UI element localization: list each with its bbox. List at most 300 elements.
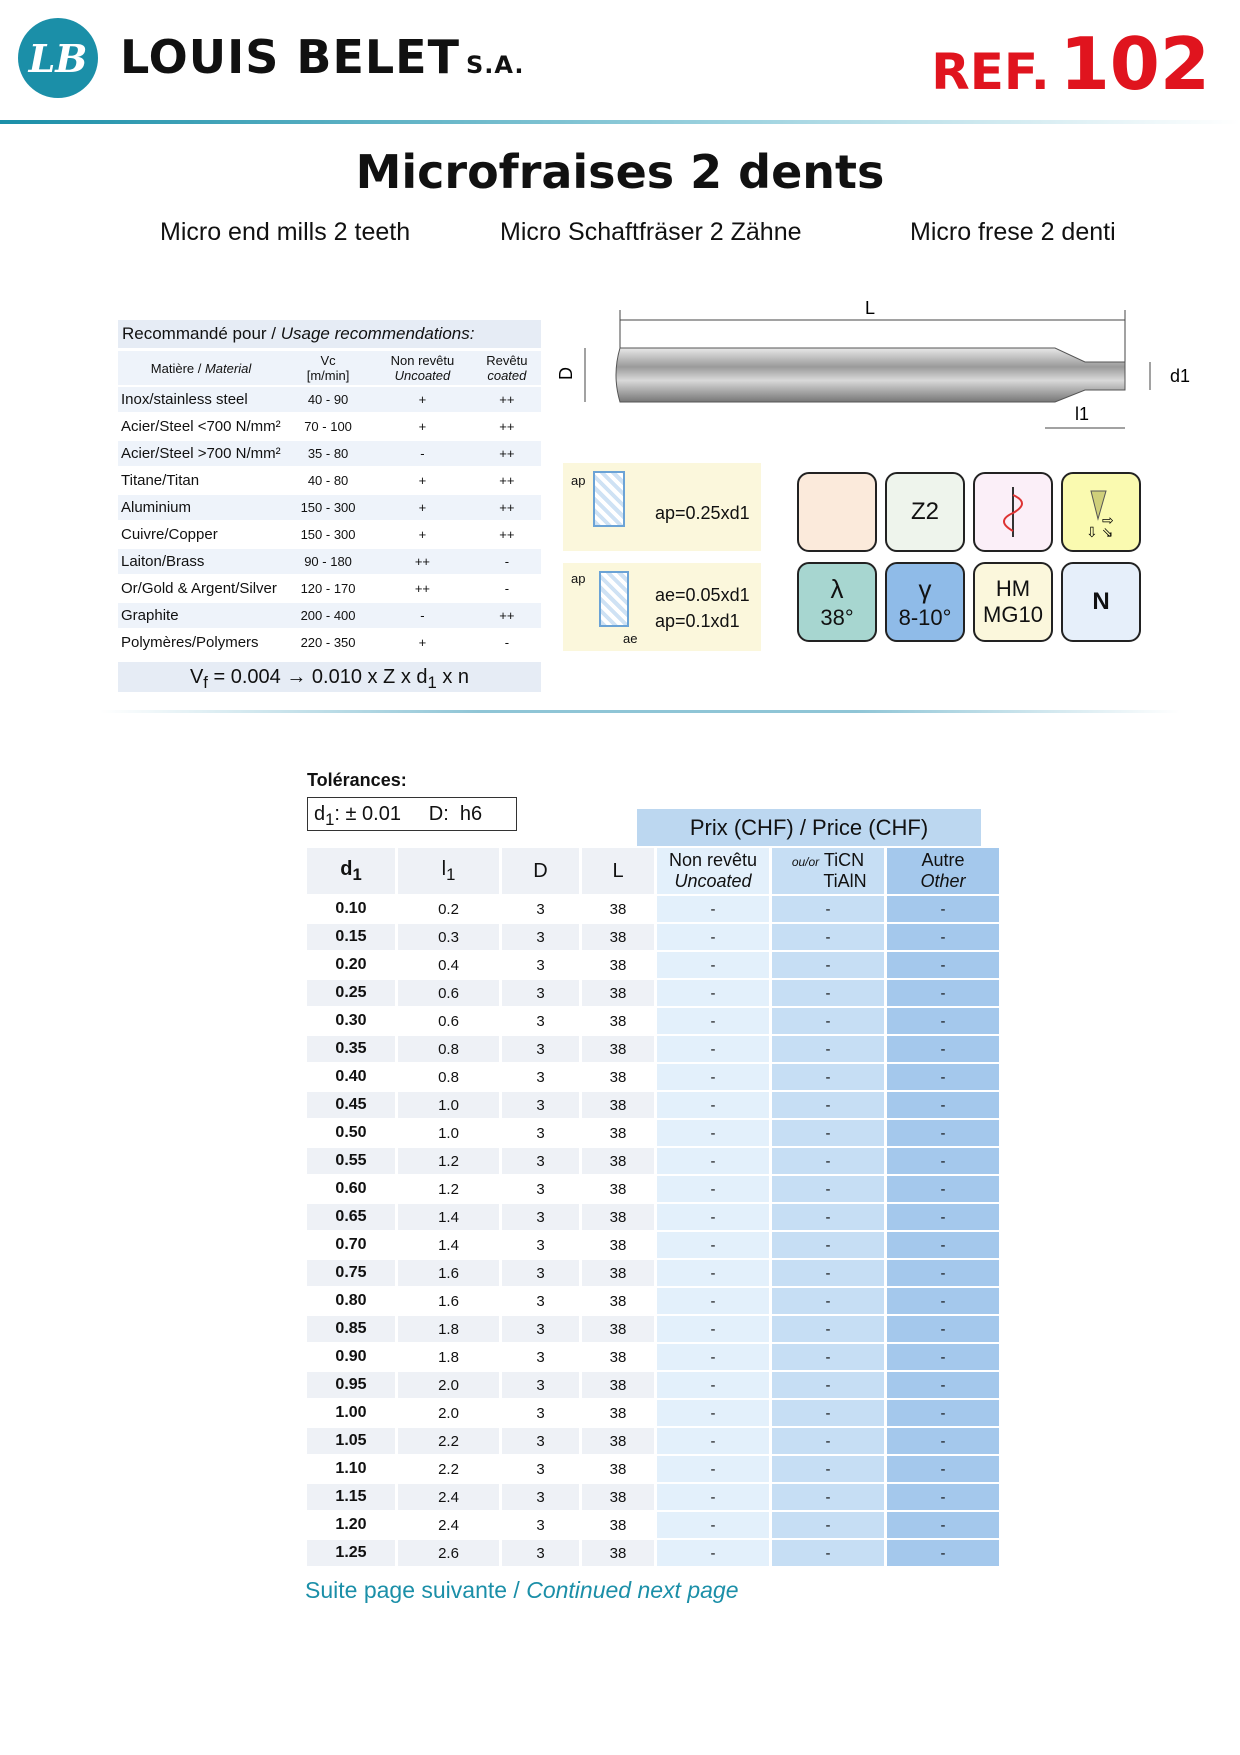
l1-cell: 1.6: [397, 1259, 501, 1287]
uncoated-price-cell: -: [656, 1063, 771, 1091]
col-L: L: [581, 848, 656, 895]
table-row: [307, 1259, 1001, 1287]
D-cell: 3: [501, 1371, 581, 1399]
coated-cell: -: [473, 629, 541, 656]
D-cell: 3: [501, 1259, 581, 1287]
uncoated-price-cell: -: [656, 1091, 771, 1119]
D-cell: 3: [501, 1427, 581, 1455]
recommend-row: [118, 413, 541, 440]
uncoated-cell: +: [372, 413, 473, 440]
recommend-row: [118, 629, 541, 656]
other-price-cell: -: [886, 1287, 1001, 1315]
price-title: Prix (CHF) / Price (CHF): [637, 809, 981, 846]
uncoated-price-cell: -: [656, 979, 771, 1007]
table-row: [307, 1203, 1001, 1231]
col-coated-price: [771, 848, 886, 895]
section-rule: [100, 710, 1180, 713]
col-vc: [284, 351, 372, 386]
uncoated-price-cell: -: [656, 1427, 771, 1455]
side-ae-value: ae=0.05xd1: [655, 585, 750, 605]
d1-cell: 0.70: [307, 1231, 397, 1259]
table-row: [307, 1371, 1001, 1399]
D-cell: 3: [501, 1091, 581, 1119]
d1-cell: 1.20: [307, 1511, 397, 1539]
material-cell: Titane/Titan: [118, 467, 284, 494]
recommend-header: [118, 351, 541, 386]
l1-cell: 2.0: [397, 1371, 501, 1399]
slot-cut-box: [563, 463, 761, 551]
side-cut-icon: [599, 571, 629, 627]
L-cell: 38: [581, 1063, 656, 1091]
col-uncoated-price: [656, 848, 771, 895]
d1-cell: 1.10: [307, 1455, 397, 1483]
l1-cell: 1.8: [397, 1343, 501, 1371]
recommend-row: [118, 548, 541, 575]
col-material-fr: Matière /: [150, 360, 205, 376]
page-title: Microfraises 2 dents: [355, 145, 885, 199]
coated-price-cell: -: [771, 1119, 886, 1147]
l1-cell: 1.6: [397, 1287, 501, 1315]
side-cut-box: [563, 563, 761, 651]
side-ae-label: ae: [623, 631, 638, 646]
table-row: [307, 895, 1001, 923]
col-uncoated: [372, 351, 473, 386]
coated-price-cell: -: [771, 1315, 886, 1343]
d1-cell: 0.20: [307, 951, 397, 979]
uncoated-cell: +: [372, 494, 473, 521]
l1-cell: 2.2: [397, 1427, 501, 1455]
d1-cell: 0.60: [307, 1175, 397, 1203]
other-en: Other: [920, 871, 966, 891]
D-cell: 3: [501, 1399, 581, 1427]
logo: [18, 18, 98, 98]
d1-cell: 0.65: [307, 1203, 397, 1231]
table-row: [307, 1287, 1001, 1315]
ticn-label: TiCN: [823, 850, 865, 870]
recommend-row: [118, 440, 541, 467]
other-price-cell: -: [886, 1399, 1001, 1427]
vc-cell: 70 - 100: [284, 413, 372, 440]
table-row: [307, 1315, 1001, 1343]
L-cell: 38: [581, 1287, 656, 1315]
uncoated-cell: +: [372, 521, 473, 548]
uncoated-cell: ++: [372, 575, 473, 602]
recommend-row: [118, 521, 541, 548]
reference: [931, 22, 1210, 106]
recommend-row: [118, 575, 541, 602]
other-fr: Autre: [921, 850, 965, 870]
recommend-title: [118, 320, 541, 348]
table-row: [307, 1399, 1001, 1427]
d1-cell: 0.75: [307, 1259, 397, 1287]
d1-cell: 1.15: [307, 1483, 397, 1511]
lambda-symbol: λ: [830, 573, 844, 604]
L-cell: 38: [581, 1371, 656, 1399]
table-row: [307, 951, 1001, 979]
D-cell: 3: [501, 1287, 581, 1315]
other-price-cell: -: [886, 1203, 1001, 1231]
other-price-cell: -: [886, 1511, 1001, 1539]
recommend-row: [118, 602, 541, 629]
subtitle-de: Micro Schaftfräser 2 Zähne: [500, 218, 802, 246]
col-l1: $l_1$: [397, 848, 501, 895]
other-price-cell: -: [886, 1007, 1001, 1035]
L-cell: 38: [581, 1343, 656, 1371]
uncoated-en: Uncoated: [674, 871, 752, 891]
or-label: ou/or: [791, 855, 820, 869]
col-vc-label: Vc: [320, 353, 336, 368]
d1-cell: 1.25: [307, 1539, 397, 1567]
L-cell: 38: [581, 895, 656, 923]
table-row: [307, 1175, 1001, 1203]
uncoated-price-cell: -: [656, 1287, 771, 1315]
d1-cell: 0.95: [307, 1371, 397, 1399]
coated-price-cell: -: [771, 1539, 886, 1567]
recommend-row: [118, 386, 541, 413]
col-coated-en: coated: [487, 368, 527, 383]
gamma-value: 8-10°: [898, 604, 952, 630]
coated-price-cell: -: [771, 1175, 886, 1203]
tolerances-title: Tolérances:: [307, 770, 407, 790]
col-D: D: [501, 848, 581, 895]
table-row: [307, 1427, 1001, 1455]
uncoated-price-cell: -: [656, 1343, 771, 1371]
table-row: [307, 1539, 1001, 1567]
L-cell: 38: [581, 1455, 656, 1483]
subtitle-en: Micro end mills 2 teeth: [160, 218, 411, 246]
col-coated: [473, 351, 541, 386]
d1-cell: 0.45: [307, 1091, 397, 1119]
uncoated-cell: +: [372, 629, 473, 656]
l1-cell: 2.4: [397, 1511, 501, 1539]
uncoated-price-cell: -: [656, 1035, 771, 1063]
material-cell: Laiton/Brass: [118, 548, 284, 575]
other-price-cell: -: [886, 1343, 1001, 1371]
d1-cell: 0.80: [307, 1287, 397, 1315]
table-row: [307, 1091, 1001, 1119]
vc-cell: 40 - 90: [284, 386, 372, 413]
l1-cell: 1.8: [397, 1315, 501, 1343]
l1-cell: 2.2: [397, 1455, 501, 1483]
l1-cell: 2.4: [397, 1483, 501, 1511]
other-price-cell: -: [886, 1315, 1001, 1343]
L-cell: 38: [581, 951, 656, 979]
vc-cell: 150 - 300: [284, 494, 372, 521]
coated-price-cell: -: [771, 1259, 886, 1287]
other-price-cell: -: [886, 1063, 1001, 1091]
table-row: [307, 1119, 1001, 1147]
col-material: [118, 351, 284, 386]
vc-cell: 220 - 350: [284, 629, 372, 656]
d1-cell: 0.55: [307, 1147, 397, 1175]
uncoated-price-cell: -: [656, 1483, 771, 1511]
uncoated-cell: +: [372, 386, 473, 413]
feed-formula: $V_f = 0.004 \to 0.010$ x Z x $d_1$ x n: [118, 662, 541, 692]
L-cell: 38: [581, 1147, 656, 1175]
other-price-cell: -: [886, 1259, 1001, 1287]
material-cell: Inox/stainless steel: [118, 386, 284, 413]
material-cell: Polymères/Polymers: [118, 629, 284, 656]
company-label: LOUIS BELET: [120, 30, 460, 84]
l1-cell: 0.8: [397, 1035, 501, 1063]
end-mill-shape: [616, 348, 1125, 402]
d1-cell: 0.90: [307, 1343, 397, 1371]
other-price-cell: -: [886, 1539, 1001, 1567]
l1-cell: 1.0: [397, 1119, 501, 1147]
col-coated-fr: Revêtu: [486, 353, 528, 368]
helix-icon: [973, 472, 1053, 552]
dim-D: D: [556, 367, 576, 380]
d1-cell: 0.50: [307, 1119, 397, 1147]
D-cell: 3: [501, 1119, 581, 1147]
table-row: [307, 1455, 1001, 1483]
table-row: [307, 1231, 1001, 1259]
D-cell: 3: [501, 979, 581, 1007]
grade-icon: [973, 562, 1053, 642]
uncoated-price-cell: -: [656, 1231, 771, 1259]
material-cell: Acier/Steel >700 N/mm²: [118, 440, 284, 467]
dim-d1: d1: [1170, 366, 1191, 386]
continue-en: Continued next page: [526, 1577, 739, 1603]
continue-note: [305, 1577, 739, 1604]
L-cell: 38: [581, 1035, 656, 1063]
L-cell: 38: [581, 1399, 656, 1427]
teeth-label: Z2: [910, 498, 939, 525]
dims-header-row: [307, 848, 1001, 895]
d1-cell: 0.35: [307, 1035, 397, 1063]
d1-cell: 0.85: [307, 1315, 397, 1343]
col-uncoated-en: Uncoated: [394, 368, 451, 383]
svg-text:⇩ ⇘: ⇩ ⇘: [1086, 524, 1114, 540]
D-cell: 3: [501, 1203, 581, 1231]
d1-cell: 0.25: [307, 979, 397, 1007]
L-cell: 38: [581, 1427, 656, 1455]
coated-price-cell: -: [771, 1203, 886, 1231]
other-price-cell: -: [886, 1231, 1001, 1259]
table-row: [307, 1343, 1001, 1371]
other-price-cell: -: [886, 1455, 1001, 1483]
L-cell: 38: [581, 1119, 656, 1147]
vc-cell: 90 - 180: [284, 548, 372, 575]
l1-cell: 0.8: [397, 1063, 501, 1091]
L-cell: 38: [581, 923, 656, 951]
d1-cell: 0.15: [307, 923, 397, 951]
coated-price-cell: -: [771, 1007, 886, 1035]
uncoated-price-cell: -: [656, 1539, 771, 1567]
d1-cell: 1.05: [307, 1427, 397, 1455]
recommend-row: [118, 494, 541, 521]
other-price-cell: -: [886, 1119, 1001, 1147]
coated-price-cell: -: [771, 1231, 886, 1259]
uncoated-price-cell: -: [656, 1203, 771, 1231]
recommend-title-en: Usage recommendations:: [280, 324, 475, 343]
coated-cell: -: [473, 575, 541, 602]
coated-cell: -: [473, 548, 541, 575]
table-row: [307, 1147, 1001, 1175]
other-price-cell: -: [886, 895, 1001, 923]
uncoated-price-cell: -: [656, 1315, 771, 1343]
l1-cell: 2.6: [397, 1539, 501, 1567]
gamma-icon: [885, 562, 965, 642]
header-rule: [0, 120, 1240, 124]
coated-price-cell: -: [771, 1147, 886, 1175]
continue-fr: Suite page suivante /: [305, 1577, 527, 1603]
l1-cell: 1.4: [397, 1231, 501, 1259]
coated-price-cell: -: [771, 1483, 886, 1511]
coated-price-cell: -: [771, 979, 886, 1007]
L-cell: 38: [581, 1539, 656, 1567]
coated-price-cell: -: [771, 1035, 886, 1063]
col-material-en: Material: [204, 360, 252, 376]
L-cell: 38: [581, 1231, 656, 1259]
table-row: [307, 979, 1001, 1007]
dimensions-table: [307, 848, 1002, 1568]
uncoated-price-cell: -: [656, 1119, 771, 1147]
other-price-cell: -: [886, 1147, 1001, 1175]
L-cell: 38: [581, 1007, 656, 1035]
coated-price-cell: -: [771, 1287, 886, 1315]
slot-ap-value: ap=0.25xd1: [655, 503, 750, 523]
material-cell: Or/Gold & Argent/Silver: [118, 575, 284, 602]
l1-cell: 1.4: [397, 1203, 501, 1231]
helix-shape-icon: [991, 485, 1035, 539]
ref-number: 102: [1059, 22, 1210, 106]
coated-cell: ++: [473, 602, 541, 629]
vc-cell: 35 - 80: [284, 440, 372, 467]
col-vc-unit: [m/min]: [306, 368, 350, 383]
slot-cut-icon: [593, 471, 625, 527]
logo-text: LB: [28, 35, 88, 81]
l1-cell: 0.4: [397, 951, 501, 979]
D-cell: 3: [501, 1455, 581, 1483]
D-cell: 3: [501, 1035, 581, 1063]
coated-cell: ++: [473, 521, 541, 548]
l1-cell: 1.2: [397, 1175, 501, 1203]
slot-ap-label: ap: [571, 473, 586, 488]
company-name: [120, 30, 525, 84]
coated-price-cell: -: [771, 1511, 886, 1539]
table-row: [307, 1511, 1001, 1539]
D-cell: 3: [501, 1483, 581, 1511]
D-cell: 3: [501, 1147, 581, 1175]
d1-cell: 0.10: [307, 895, 397, 923]
direction-arrows-icon: [1076, 485, 1126, 539]
coated-price-cell: -: [771, 1455, 886, 1483]
uncoated-price-cell: -: [656, 1455, 771, 1483]
uncoated-price-cell: -: [656, 1511, 771, 1539]
material-cell: Cuivre/Copper: [118, 521, 284, 548]
lambda-icon: [797, 562, 877, 642]
D-cell: 3: [501, 1175, 581, 1203]
l1-cell: 0.3: [397, 923, 501, 951]
col-other-price: [886, 848, 1001, 895]
other-price-cell: -: [886, 1035, 1001, 1063]
recommend-title-fr: Recommandé pour /: [122, 324, 281, 343]
coated-price-cell: -: [771, 951, 886, 979]
uncoated-cell: ++: [372, 548, 473, 575]
d1-cell: 1.00: [307, 1399, 397, 1427]
coated-price-cell: -: [771, 1091, 886, 1119]
table-row: [307, 1035, 1001, 1063]
side-ap-label: ap: [571, 571, 586, 586]
tolerances-box: $d_1$: ± 0.01 D: h6: [307, 797, 517, 831]
material-cell: Graphite: [118, 602, 284, 629]
coated-price-cell: -: [771, 1063, 886, 1091]
uncoated-price-cell: -: [656, 1399, 771, 1427]
coated-price-cell: -: [771, 1371, 886, 1399]
material-cell: Aluminium: [118, 494, 284, 521]
L-cell: 38: [581, 1483, 656, 1511]
uncoated-price-cell: -: [656, 1007, 771, 1035]
l1-cell: 1.0: [397, 1091, 501, 1119]
D-cell: 3: [501, 1063, 581, 1091]
side-ap-value: ap=0.1xd1: [655, 611, 740, 631]
D-cell: 3: [501, 1231, 581, 1259]
vc-cell: 40 - 80: [284, 467, 372, 494]
uncoated-cell: -: [372, 602, 473, 629]
recommend-table: [118, 351, 541, 657]
uncoated-cell: -: [372, 440, 473, 467]
other-price-cell: -: [886, 923, 1001, 951]
table-row: [307, 1063, 1001, 1091]
table-row: [307, 1007, 1001, 1035]
other-price-cell: -: [886, 951, 1001, 979]
L-cell: 38: [581, 979, 656, 1007]
subtitle-it: Micro frese 2 denti: [910, 218, 1116, 246]
L-cell: 38: [581, 1259, 656, 1287]
dim-l1: l1: [1075, 404, 1090, 424]
l1-cell: 2.0: [397, 1399, 501, 1427]
coated-price-cell: -: [771, 1427, 886, 1455]
coated-cell: ++: [473, 494, 541, 521]
vc-cell: 150 - 300: [284, 521, 372, 548]
recommend-row: [118, 467, 541, 494]
other-price-cell: -: [886, 1091, 1001, 1119]
uncoated-cell: +: [372, 467, 473, 494]
L-cell: 38: [581, 1315, 656, 1343]
d1-cell: 0.30: [307, 1007, 397, 1035]
company-suffix: S.A.: [466, 51, 525, 79]
coated-cell: ++: [473, 440, 541, 467]
other-price-cell: -: [886, 1483, 1001, 1511]
D-cell: 3: [501, 895, 581, 923]
other-price-cell: -: [886, 979, 1001, 1007]
table-row: [307, 923, 1001, 951]
gamma-symbol: γ: [918, 573, 932, 604]
other-price-cell: -: [886, 1371, 1001, 1399]
L-cell: 38: [581, 1175, 656, 1203]
coated-cell: ++: [473, 467, 541, 494]
l1-cell: 1.2: [397, 1147, 501, 1175]
coating-icon: [797, 472, 877, 552]
teeth-icon: [885, 472, 965, 552]
dim-L: L: [864, 298, 876, 318]
other-price-cell: -: [886, 1175, 1001, 1203]
L-cell: 38: [581, 1203, 656, 1231]
uncoated-price-cell: -: [656, 1147, 771, 1175]
tool-drawing: [556, 290, 1200, 440]
uncoated-fr: Non revêtu: [668, 850, 758, 870]
uncoated-price-cell: -: [656, 923, 771, 951]
coated-cell: ++: [473, 413, 541, 440]
type-label: N: [1092, 588, 1110, 615]
uncoated-price-cell: -: [656, 951, 771, 979]
coated-price-cell: -: [771, 923, 886, 951]
lambda-value: 38°: [820, 604, 854, 630]
tialn-label: TiAlN: [823, 871, 867, 891]
coated-price-cell: -: [771, 1343, 886, 1371]
D-cell: 3: [501, 1511, 581, 1539]
